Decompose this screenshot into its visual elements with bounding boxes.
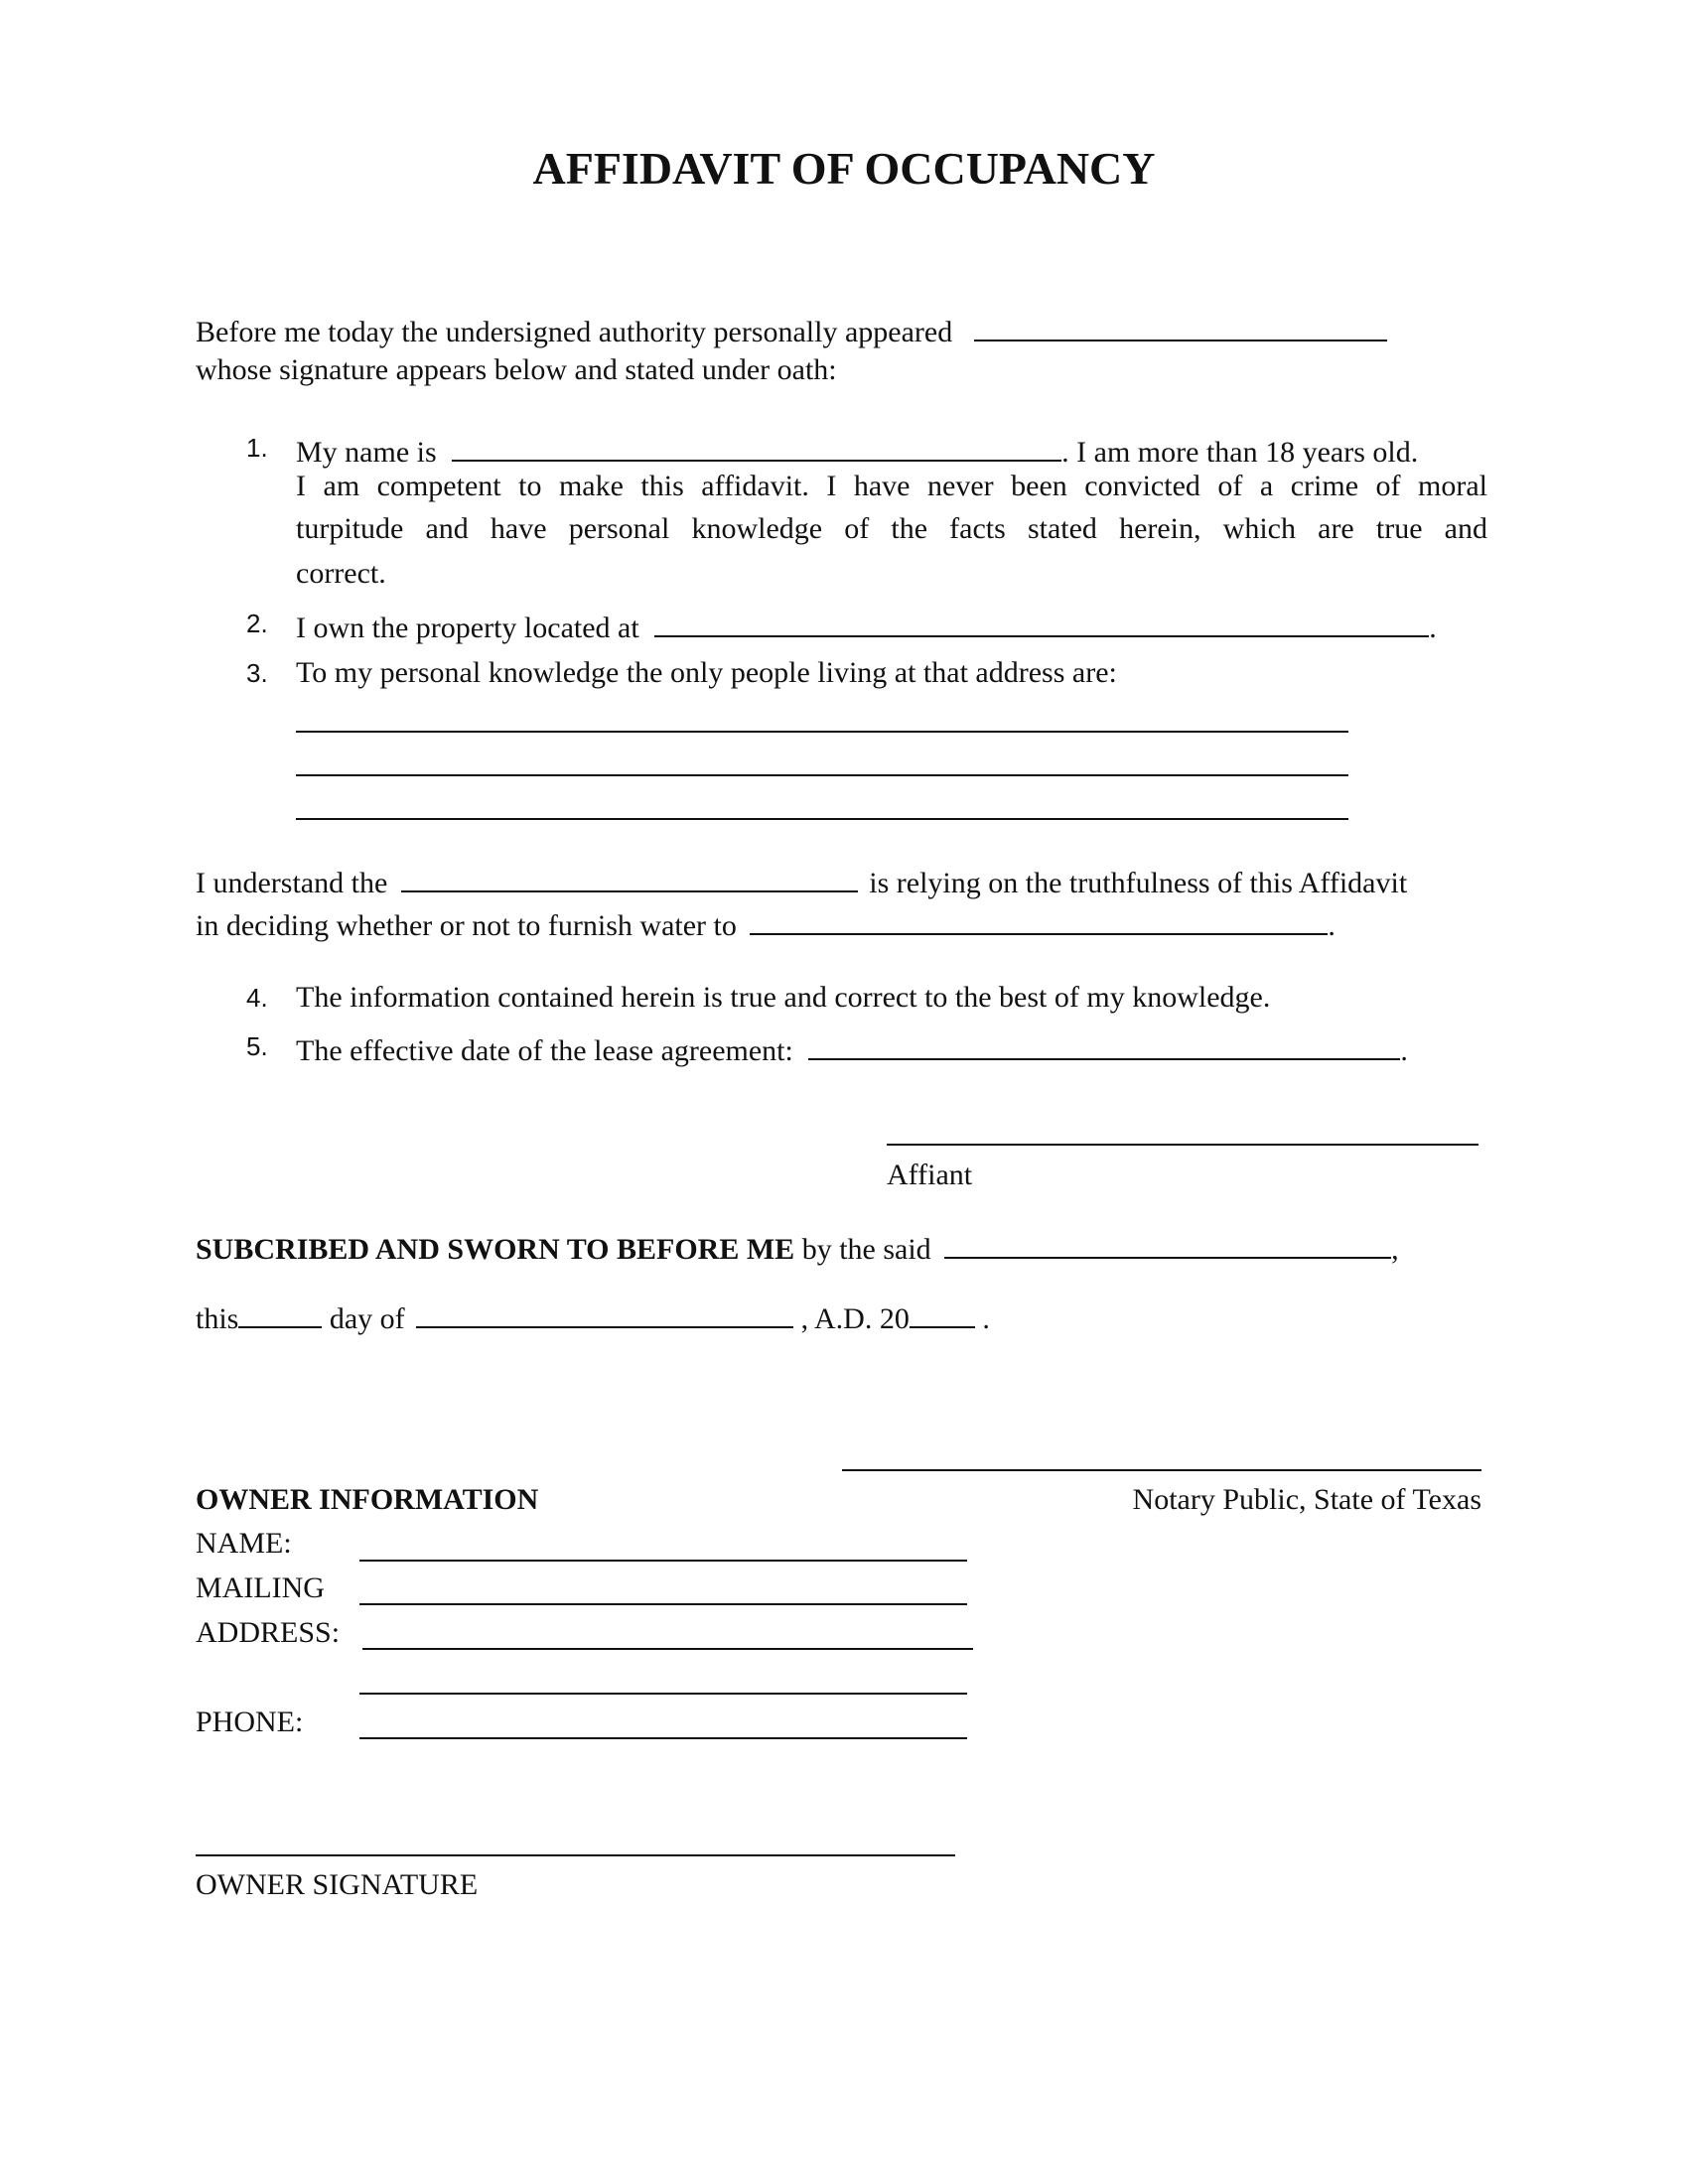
- deciding-end: .: [1328, 909, 1336, 942]
- deciding-text: in deciding whether or not to furnish water to: [196, 909, 737, 942]
- item-3-number: 3.: [246, 658, 268, 688]
- sworn-name-blank[interactable]: [944, 1227, 1391, 1259]
- ad-end: .: [982, 1302, 990, 1335]
- document-title: AFFIDAVIT OF OCCUPANCY: [532, 143, 1156, 194]
- property-address-blank[interactable]: [654, 606, 1429, 637]
- owner-address-label: ADDRESS:: [196, 1616, 341, 1649]
- utility-name-blank[interactable]: [401, 861, 858, 892]
- appeared-name-blank[interactable]: [974, 310, 1387, 341]
- item-1-line-4: correct.: [296, 557, 386, 590]
- this-label: this: [196, 1302, 239, 1335]
- owner-address-line-1[interactable]: [362, 1648, 973, 1650]
- item-1-line-2: I am competent to make this affidavit. I have never been convicted of a crime of moral: [296, 470, 1487, 502]
- item-1-text-before: My name is: [296, 436, 437, 469]
- item-5-line: [296, 1028, 1408, 1069]
- owner-name-label: NAME:: [196, 1527, 292, 1560]
- furnish-water-address-blank[interactable]: [750, 903, 1328, 935]
- owner-mailing-label: MAILING: [196, 1571, 325, 1604]
- year-blank[interactable]: [910, 1297, 975, 1328]
- owner-info-heading: OWNER INFORMATION: [196, 1483, 539, 1516]
- lease-date-blank[interactable]: [808, 1028, 1400, 1060]
- understand-before: I understand the: [196, 867, 388, 899]
- owner-mailing-line[interactable]: [359, 1603, 967, 1605]
- item-5-text: The effective date of the lease agreement:: [296, 1034, 793, 1067]
- owner-signature-line[interactable]: [196, 1854, 955, 1856]
- sworn-rest-text: by the said: [801, 1233, 931, 1266]
- intro-line-2: whose signature appears below and stated under oath:: [196, 353, 837, 386]
- item-2-end: .: [1429, 612, 1437, 644]
- deciding-line: [196, 903, 1336, 944]
- notary-signature-line[interactable]: [842, 1469, 1481, 1471]
- item-4-text: The information contained herein is true and correct to the best of my knowledge.: [296, 981, 1271, 1014]
- item-2-number: 2.: [246, 609, 268, 638]
- understand-after: is relying on the truthfulness of this Affidavit: [869, 867, 1408, 899]
- occupant-line-1[interactable]: [296, 731, 1348, 733]
- sworn-end: ,: [1391, 1233, 1399, 1266]
- affiant-signature-line[interactable]: [887, 1144, 1478, 1146]
- intro-line-1: [196, 310, 1387, 350]
- day-blank[interactable]: [238, 1297, 322, 1328]
- month-blank[interactable]: [416, 1297, 793, 1328]
- item-3-text: To my personal knowledge the only people living at that address are:: [296, 656, 1117, 689]
- date-line: [196, 1297, 990, 1337]
- item-1-number: 1.: [246, 433, 268, 463]
- notary-label: Notary Public, State of Texas: [1132, 1483, 1481, 1516]
- owner-phone-line[interactable]: [359, 1737, 967, 1739]
- ad-label: , A.D. 20: [800, 1302, 910, 1335]
- affiant-label: Affiant: [887, 1159, 973, 1191]
- my-name-blank[interactable]: [452, 430, 1061, 462]
- item-1-text-after: . I am more than 18 years old.: [1061, 436, 1419, 469]
- item-2-text: I own the property located at: [296, 612, 639, 644]
- understand-line: [196, 861, 1407, 901]
- item-5-number: 5.: [246, 1031, 268, 1061]
- owner-phone-label: PHONE:: [196, 1706, 304, 1738]
- item-5-end: .: [1400, 1034, 1408, 1067]
- occupant-line-3[interactable]: [296, 818, 1348, 820]
- item-1-line-3: turpitude and have personal knowledge of the facts stated herein, which are true and: [296, 512, 1487, 545]
- owner-name-line[interactable]: [359, 1560, 967, 1562]
- intro-text: Before me today the undersigned authority personally appeared: [196, 316, 953, 348]
- sworn-line: [196, 1227, 1399, 1268]
- item-4-number: 4.: [246, 983, 268, 1013]
- item-2-line: [296, 606, 1437, 646]
- day-of-label: day of: [329, 1302, 405, 1335]
- owner-address-line-2[interactable]: [359, 1693, 967, 1695]
- owner-signature-label: OWNER SIGNATURE: [196, 1868, 479, 1901]
- occupant-line-2[interactable]: [296, 774, 1348, 776]
- sworn-bold-text: SUBCRIBED AND SWORN TO BEFORE ME: [196, 1233, 795, 1266]
